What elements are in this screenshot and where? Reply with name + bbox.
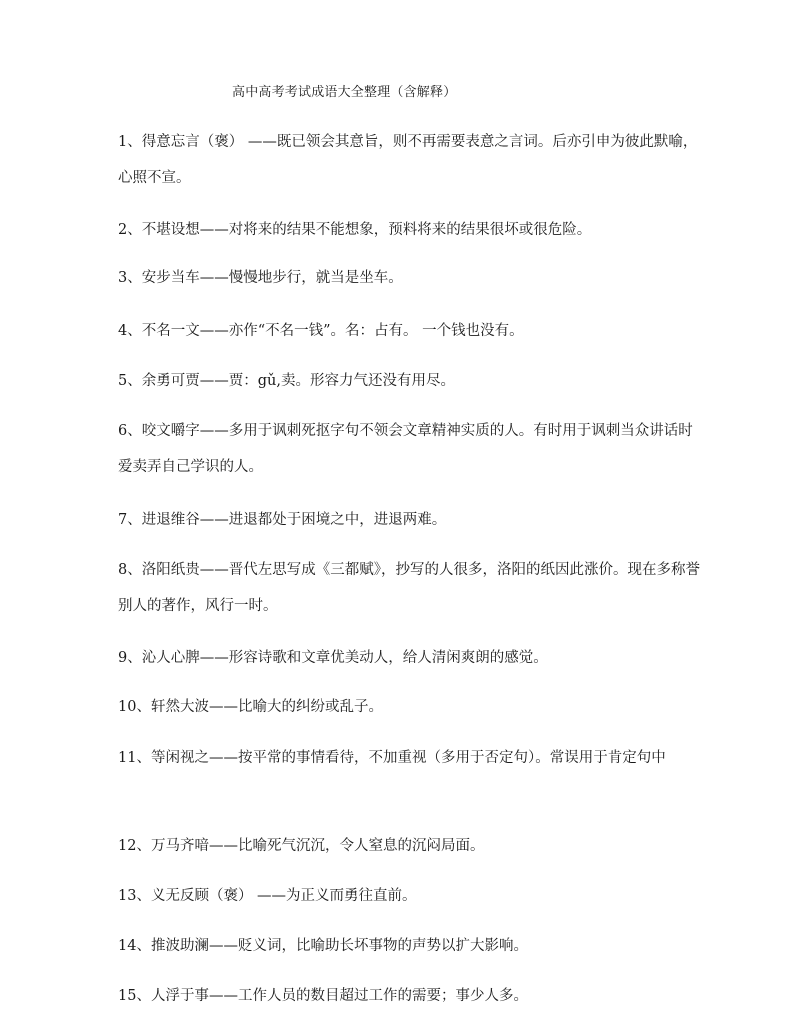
idiom-entry-4: 4、不名一文——亦作“不名一钱”。名：占有。 一个钱也没有。 [118,323,524,339]
idiom-entry-2: 2、不堪设想——对将来的结果不能想象，预料将来的结果很坏或很危险。 [118,222,592,238]
idiom-entry-8: 8、洛阳纸贵——晋代左思写成《三都赋》，抄写的人很多，洛阳的纸因此涨价。现在多称誉别人的著作，风行一时。 [118,562,700,614]
idiom-entry-5: 5、余勇可贾——贾：gǔ,卖。形容力气还没有用尽。 [118,373,455,389]
document-title: 高中高考考试成语大全整理（含解释） [232,85,457,100]
idiom-entry-3: 3、安步当车——慢慢地步行，就当是坐车。 [118,270,403,286]
idiom-entry-1: 1、得意忘言（褒） ——既已领会其意旨，则不再需要表意之言词。后亦引申为彼此默喻，心照不宣。 [118,134,698,186]
idiom-entry-9: 9、沁人心脾——形容诗歌和文章优美动人，给人清闲爽朗的感觉。 [118,650,548,666]
idiom-entry-6: 6、咬文嚼字——多用于讽刺死抠字句不领会文章精神实质的人。有时用于讽刺当众讲话时爱卖弄自己学识的人。 [118,423,693,475]
idiom-entry-12: 12、万马齐喑——比喻死气沉沉，令人窒息的沉闷局面。 [118,838,485,854]
idiom-entry-11: 11、等闲视之——按平常的事情看待，不加重视（多用于否定句）。常误用于肯定句中 [118,750,666,766]
idiom-entry-15: 15、人浮于事——工作人员的数目超过工作的需要；事少人多。 [118,988,528,1004]
idiom-entry-13: 13、义无反顾（褒） ——为正义而勇往直前。 [118,888,417,904]
idiom-entry-14: 14、推波助澜——贬义词，比喻助长坏事物的声势以扩大影响。 [118,938,528,954]
idiom-entry-10: 10、轩然大波——比喻大的纠纷或乱子。 [118,699,383,715]
idiom-entry-7: 7、进退维谷——进退都处于困境之中，进退两难。 [118,512,447,528]
